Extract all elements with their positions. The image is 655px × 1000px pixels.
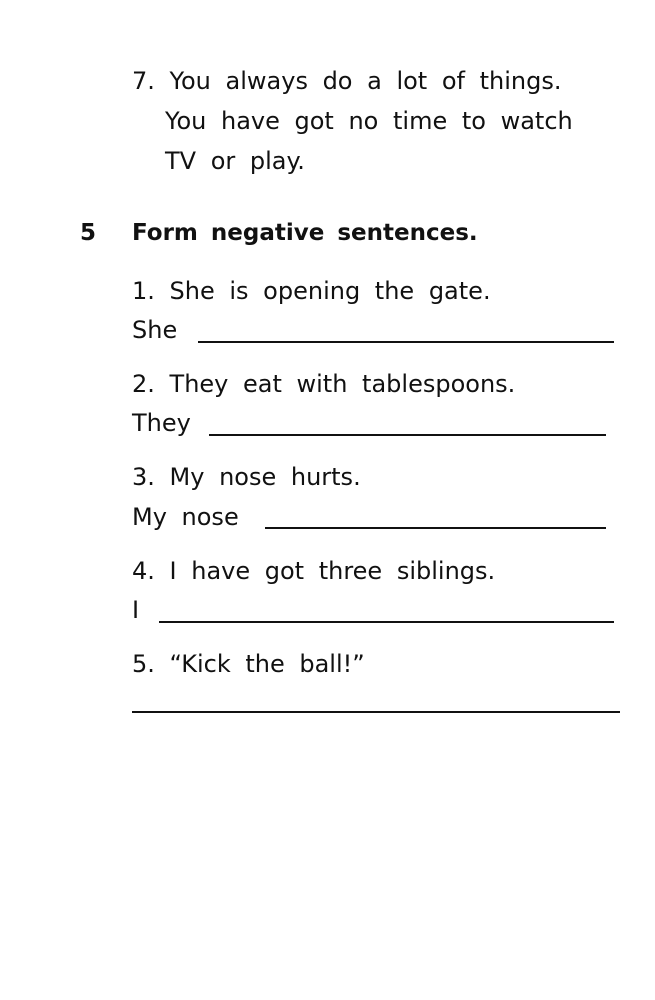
item1-start: She [132,316,178,344]
item4-prompt: 4. I have got three siblings. [132,557,496,585]
item4-answer-line[interactable] [159,621,614,623]
item7-line3: TV or play. [165,147,305,175]
item3-prompt: 3. My nose hurts. [132,463,361,491]
item3-answer-line[interactable] [265,527,606,529]
item3-start: My nose [132,503,239,531]
item4-start: I [132,596,140,624]
item2-prompt: 2. They eat with tablespoons. [132,370,516,398]
item2-start: They [132,409,191,437]
item2-answer-line[interactable] [209,434,606,436]
item7-line2: You have got no time to watch [165,107,573,135]
item5-answer-line[interactable] [132,711,620,713]
item1-answer-line[interactable] [198,341,614,343]
exercise-instruction: Form negative sentences. [132,220,478,246]
item5-prompt: 5. “Kick the ball!” [132,650,365,678]
item7-line1: 7. You always do a lot of things. [132,67,562,95]
item1-prompt: 1. She is opening the gate. [132,277,491,305]
exercise-number: 5 [80,220,97,246]
